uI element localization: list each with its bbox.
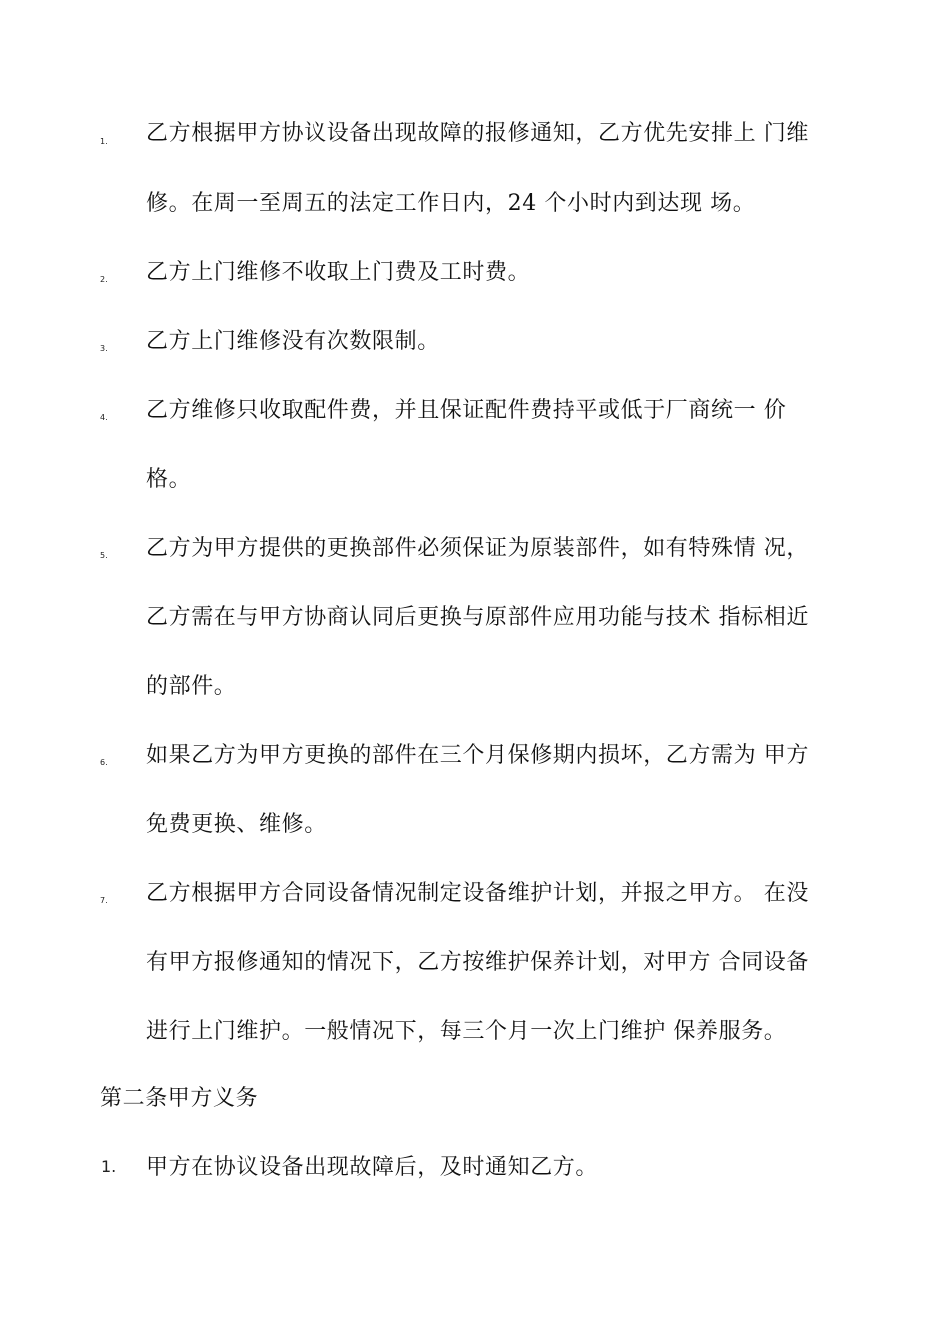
list-item-line: 有甲方报修通知的情况下，乙方按维护保养计划，对甲方 合同设备 xyxy=(146,950,809,975)
list-item-line: 乙方为甲方提供的更换部件必须保证为原装部件，如有特殊情 况， xyxy=(146,536,809,561)
list-number: 3. xyxy=(100,344,108,353)
list-number: 7. xyxy=(100,896,108,905)
list-item-line: 乙方需在与甲方协商认同后更换与原部件应用功能与技术 指标相近 xyxy=(146,605,809,630)
list-item-line: 乙方上门维修不收取上门费及工时费。 xyxy=(146,260,531,285)
list-item-line: 免费更换、维修。 xyxy=(146,812,327,837)
list-item-line: 修。在周一至周五的法定工作日内，24 个小时内到达现 场。 xyxy=(146,191,756,216)
list-item-line: 乙方维修只收取配件费，并且保证配件费持平或低于厂商统一 价 xyxy=(146,398,787,423)
list-item-line: 如果乙方为甲方更换的部件在三个月保修期内损坏，乙方需为 甲方 xyxy=(146,743,809,768)
list-number: 1. xyxy=(101,1157,117,1176)
list-item-line: 乙方根据甲方协议设备出现故障的报修通知，乙方优先安排上 门维 xyxy=(146,121,809,146)
list-number: 5. xyxy=(100,551,108,560)
section-heading: 第二条甲方义务 xyxy=(100,1086,259,1111)
list-item-line: 的部件。 xyxy=(146,674,237,699)
list-item-line: 进行上门维护。一般情况下，每三个月一次上门维护 保养服务。 xyxy=(146,1019,787,1044)
list-number: 1. xyxy=(100,137,108,146)
list-item-line: 乙方上门维修没有次数限制。 xyxy=(146,329,440,354)
list-number: 6. xyxy=(100,758,108,767)
list-item-line: 格。 xyxy=(146,467,192,492)
list-number: 2. xyxy=(100,275,108,284)
list-number: 4. xyxy=(100,413,108,422)
list-item-line: 乙方根据甲方合同设备情况制定设备维护计划，并报之甲方。 在没 xyxy=(146,881,809,906)
list-item-line: 甲方在协议设备出现故障后，及时通知乙方。 xyxy=(146,1155,599,1180)
